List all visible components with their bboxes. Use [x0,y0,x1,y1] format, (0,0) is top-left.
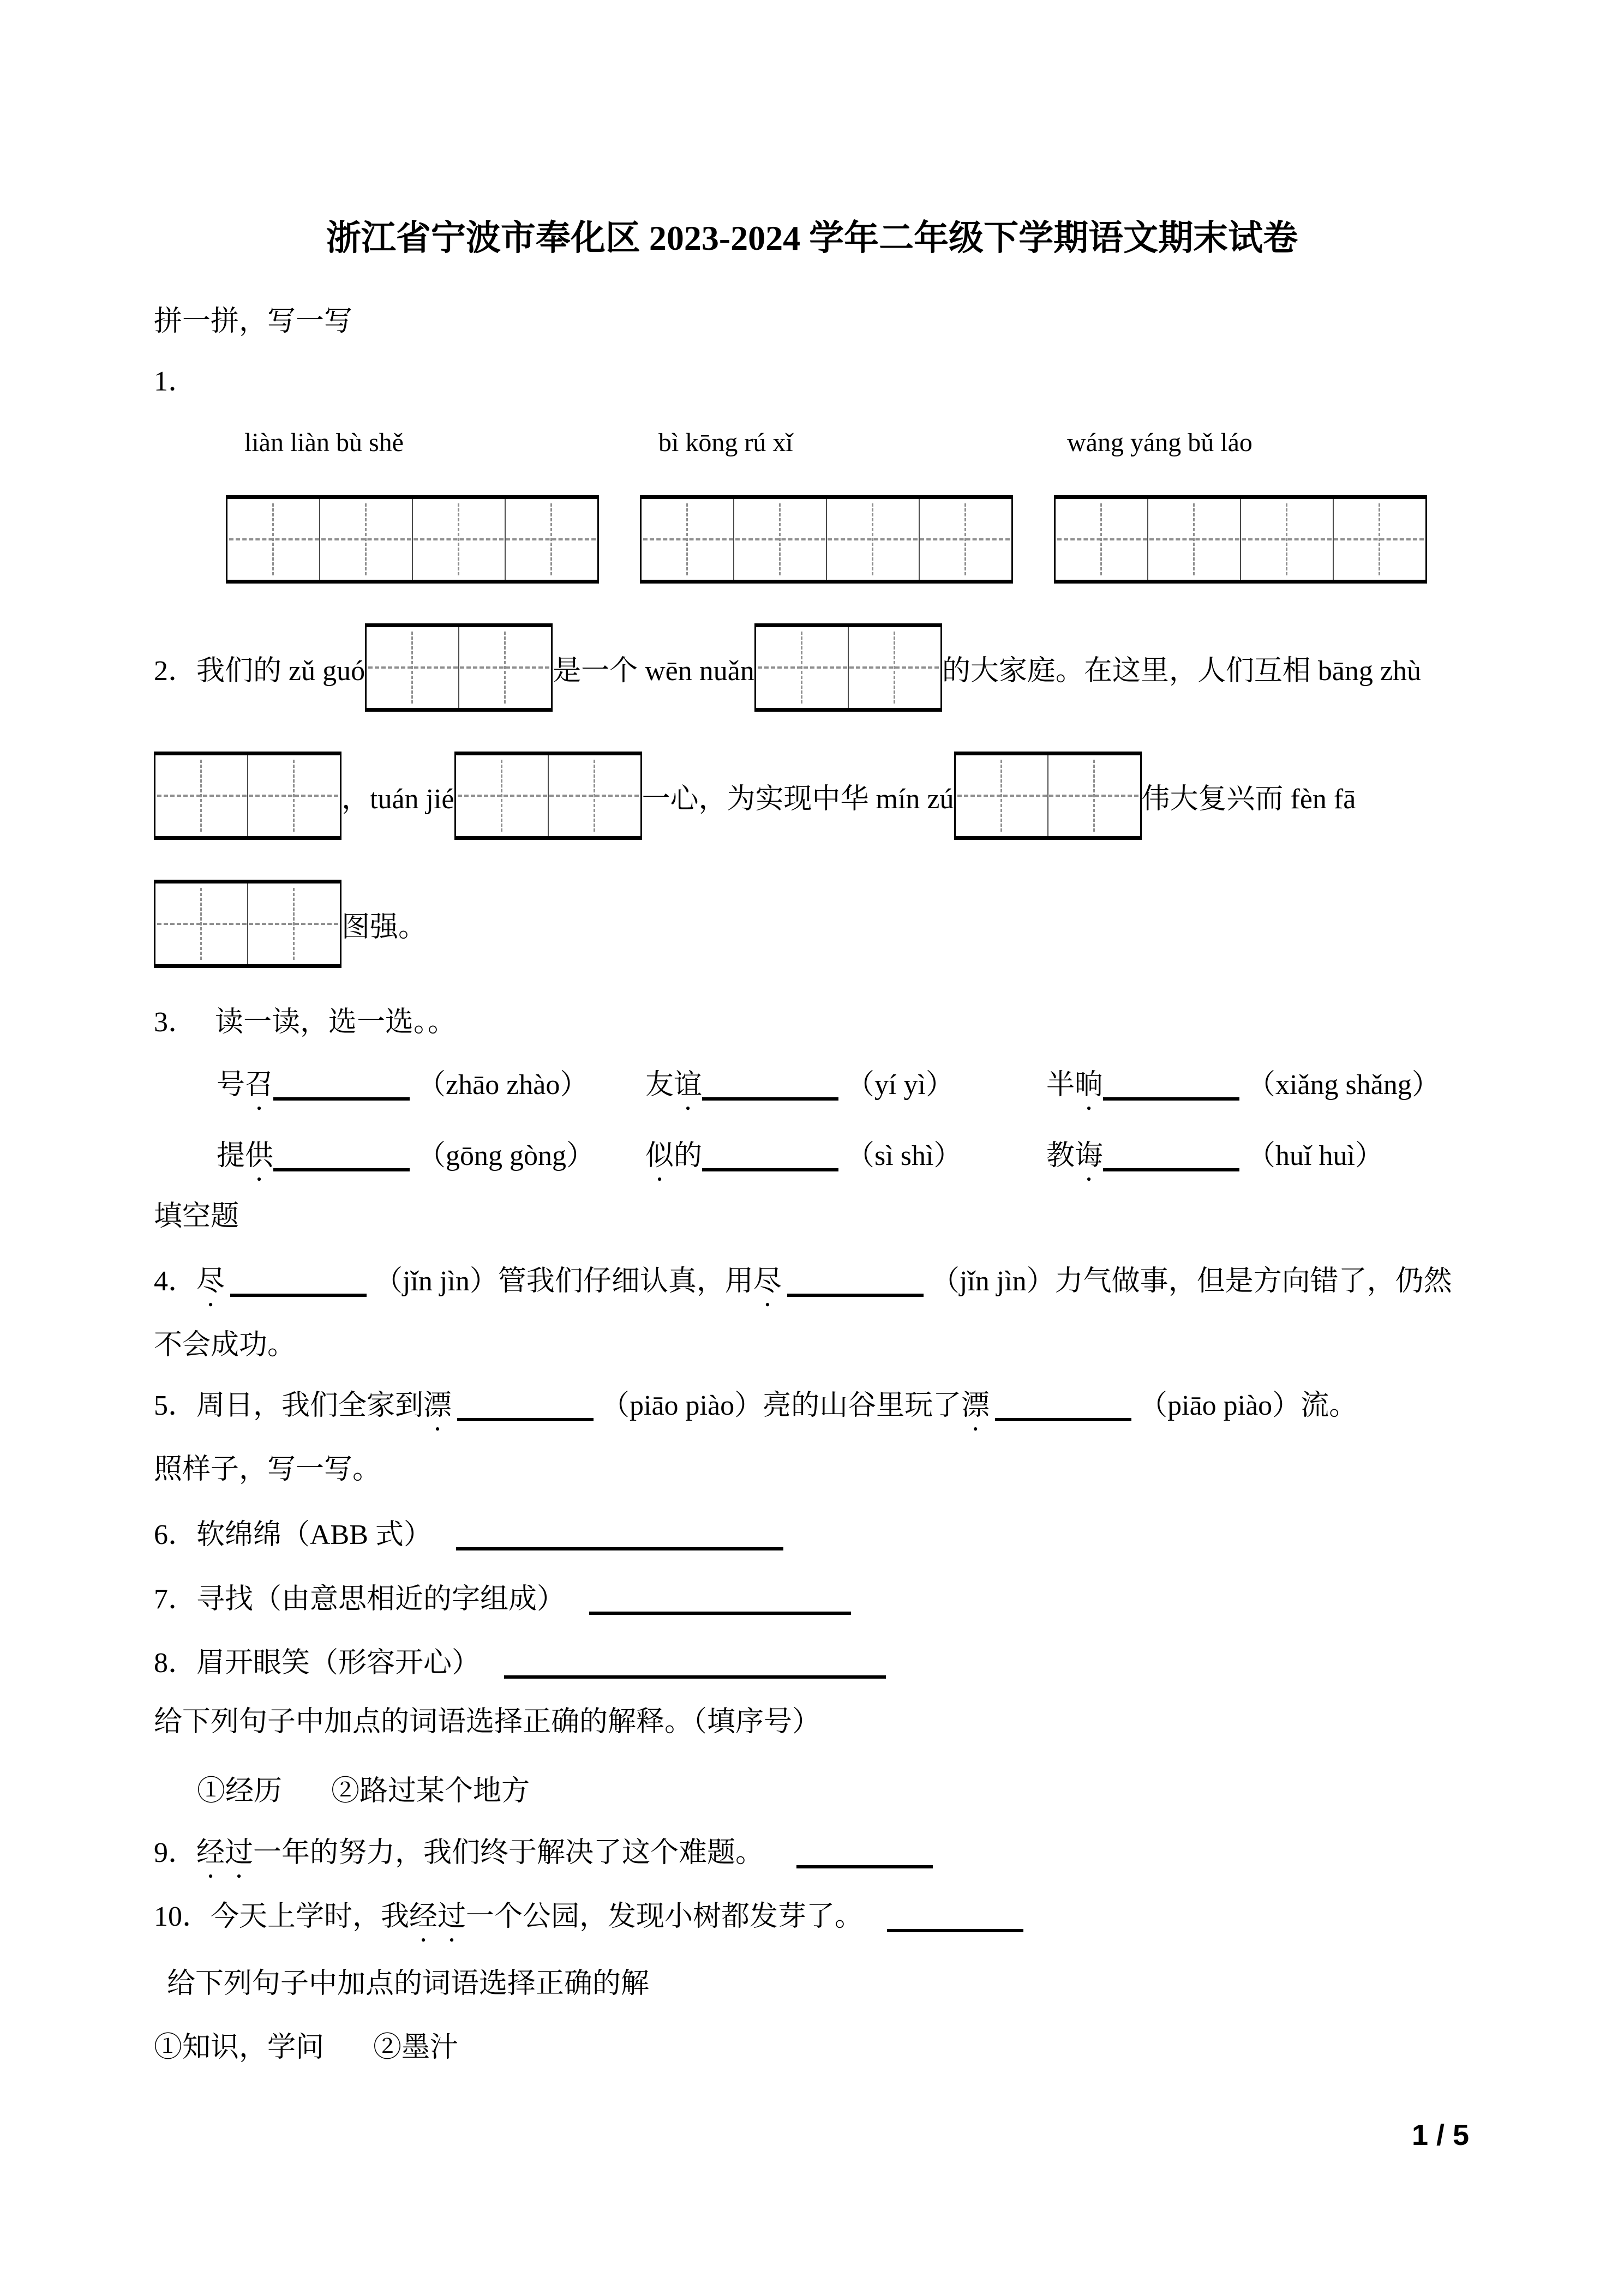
answer-blank[interactable] [702,1141,838,1171]
question-1-number: 1． [154,366,197,397]
answer-blank[interactable] [273,1070,410,1101]
dotted-char: 晌 [1075,1069,1104,1101]
inline-writing-box [754,623,942,712]
pinyin-label-3: wáng yáng bǔ láo [1067,428,1253,457]
q3-word-item [1046,1139,1383,1187]
answer-blank[interactable] [1103,1070,1239,1101]
word-text: 的 [674,1140,703,1171]
question-9-text: 一年的努力，我们终于解决了这个难题。 [253,1837,764,1868]
answer-blank[interactable] [796,1838,933,1868]
answer-blank[interactable] [457,1391,594,1421]
inline-writing-box [154,880,341,968]
question-10 [154,1900,1023,1948]
question-10-text: 10．今天上学时，我 [154,1901,410,1932]
writing-cell[interactable] [155,883,247,964]
question-4-line-1 [154,1265,1452,1313]
writing-cell[interactable] [319,499,412,580]
question-2-text: 是一个 wēn nuǎn [553,655,754,687]
word-text: 友 [645,1069,674,1101]
dotted-char: 召 [245,1069,274,1101]
question-9 [154,1836,933,1884]
question-9-text: 9． [154,1837,197,1868]
writing-cell[interactable] [412,499,505,580]
question-2-line-3 [154,880,427,968]
writing-cell[interactable] [956,755,1047,836]
question-2-line-2 [154,752,1356,840]
question-7-text: 7．寻找（由意思相近的字组成） [154,1584,566,1615]
q3-word-item [645,1139,962,1187]
question-2-text: ，tuán jié [341,783,454,815]
writing-cell[interactable] [1056,499,1147,580]
question-5-text: 亮的山谷里玩了 [763,1390,962,1421]
answer-blank[interactable] [230,1266,367,1297]
word-text: 教 [1046,1140,1075,1171]
writing-cell[interactable] [756,627,848,708]
writing-cell[interactable] [1047,755,1140,836]
word-text: 半 [1046,1069,1075,1101]
writing-cell[interactable] [1333,499,1425,580]
question-2-text: 的大家庭。在这里，人们互相 bāng zhù [942,655,1421,687]
writing-grid-3 [1054,495,1427,584]
pinyin-choices: （gōng gòng） [417,1140,595,1171]
writing-cell[interactable] [642,499,733,580]
question-3-heading-text: 读一读，选一选。。 [215,1007,457,1038]
question-7 [154,1583,851,1616]
question-4-line-2: 不会成功。 [154,1330,296,1361]
dotted-word: 经过 [409,1901,466,1932]
writing-cell[interactable] [1147,499,1240,580]
question-5-text: 5．周日，我们全家到 [154,1390,424,1421]
page-number: 1 / 5 [1412,2119,1470,2151]
answer-blank[interactable] [504,1648,886,1679]
inline-writing-box [154,752,341,840]
question-8 [154,1646,886,1680]
writing-cell[interactable] [1240,499,1333,580]
question-4-text: 4． [154,1266,197,1297]
q3-word-item [217,1139,595,1187]
pinyin-choices: （piāo piào） [601,1390,763,1421]
question-2-text: 2．我们的 zǔ guó [154,655,365,687]
writing-cell[interactable] [247,755,340,836]
pinyin-choices: （jǐn jìn） [931,1266,1055,1297]
answer-blank[interactable] [702,1070,838,1101]
writing-cell[interactable] [155,755,247,836]
option-1: ①经历 [197,1776,283,1807]
writing-cell[interactable] [848,627,940,708]
answer-blank[interactable] [589,1584,851,1615]
exam-title: 浙江省宁波市奉化区 2023-2024 学年二年级下学期语文期末试卷 [326,219,1298,257]
pinyin-choices: （huǐ huì） [1247,1140,1383,1171]
question-2-line-1 [154,623,1421,712]
answer-blank[interactable] [787,1266,924,1297]
dotted-char: 诲 [1075,1140,1104,1171]
answer-blank[interactable] [273,1141,410,1171]
dotted-char: 漂 [423,1390,452,1421]
dotted-char: 谊 [674,1069,703,1101]
question-3-number: 3． [154,1007,197,1038]
inline-writing-box [365,623,553,712]
dotted-char: 漂 [961,1390,990,1421]
pinyin-choices: （xiǎng shǎng） [1247,1069,1440,1101]
section-heading-fill-blank: 填空题 [154,1201,239,1232]
question-4-text: 力气做事，但是方向错了，仍然 [1054,1266,1452,1297]
answer-blank[interactable] [995,1391,1131,1421]
dotted-char: 似 [645,1140,674,1171]
option-1: ①知识，学问 [154,2032,325,2063]
question-2-text: 图强。 [341,911,427,943]
choice-instruction-1: 给下列句子中加点的词语选择正确的解释。（填序号） [154,1706,821,1738]
pinyin-choices: （zhāo zhào） [417,1069,589,1101]
choice-options-1 [197,1775,530,1808]
writing-cell[interactable] [227,499,319,580]
writing-cell[interactable] [367,627,458,708]
question-2-text: 伟大复兴而 fèn fā [1141,783,1356,815]
writing-cell[interactable] [458,627,551,708]
q3-word-item [1046,1068,1440,1116]
inline-writing-box [954,752,1142,840]
writing-cell[interactable] [826,499,919,580]
pinyin-choices: （piāo piào） [1139,1390,1301,1421]
option-2: ②墨汁 [373,2032,459,2063]
inline-writing-box [454,752,642,840]
answer-blank[interactable] [456,1520,783,1550]
writing-grid-2 [640,495,1013,584]
pinyin-choices: （sì shì） [846,1140,962,1171]
writing-cell[interactable] [733,499,826,580]
question-8-text: 8．眉开眼笑（形容开心） [154,1648,481,1679]
writing-cell[interactable] [505,499,597,580]
dotted-char: 尽 [753,1266,782,1297]
dotted-char: 尽 [196,1266,225,1297]
option-2: ②路过某个地方 [331,1776,530,1807]
word-text: 号 [217,1069,245,1101]
q3-word-item [645,1068,954,1116]
writing-cell[interactable] [919,499,1011,580]
pinyin-choices: （jǐn jìn） [374,1266,498,1297]
pinyin-choices: （yí yì） [846,1069,954,1101]
writing-grid-1 [226,495,599,584]
question-3-heading [154,1006,456,1039]
word-text: 提 [217,1140,245,1171]
answer-blank[interactable] [887,1902,1023,1932]
question-10-text: 一个公园，发现小树都发芽了。 [466,1901,864,1932]
writing-cell[interactable] [456,755,548,836]
section-heading-pinyin-write: 拼一拼，写一写 [154,306,353,337]
pinyin-label-2: bì kōng rú xǐ [658,428,793,457]
writing-cell[interactable] [548,755,640,836]
pinyin-label-1: liàn liàn bù shě [244,428,404,457]
question-2-text: 一心，为实现中华 mín zú [642,783,954,815]
question-4-text: 管我们仔细认真，用 [498,1266,753,1297]
q3-word-item [217,1068,588,1116]
choice-options-2 [154,2031,458,2065]
choice-instruction-2: 给下列句子中加点的词语选择正确的解 [167,1968,650,1999]
writing-cell[interactable] [247,883,340,964]
dotted-word: 经过 [196,1837,254,1868]
example-instruction: 照样子，写一写。 [154,1454,381,1485]
question-5 [154,1389,1357,1437]
question-6-text: 6．软绵绵（ABB 式） [154,1519,432,1550]
answer-blank[interactable] [1103,1141,1239,1171]
question-5-text: 流。 [1301,1390,1358,1421]
question-6 [154,1518,783,1552]
dotted-char: 供 [245,1140,274,1171]
